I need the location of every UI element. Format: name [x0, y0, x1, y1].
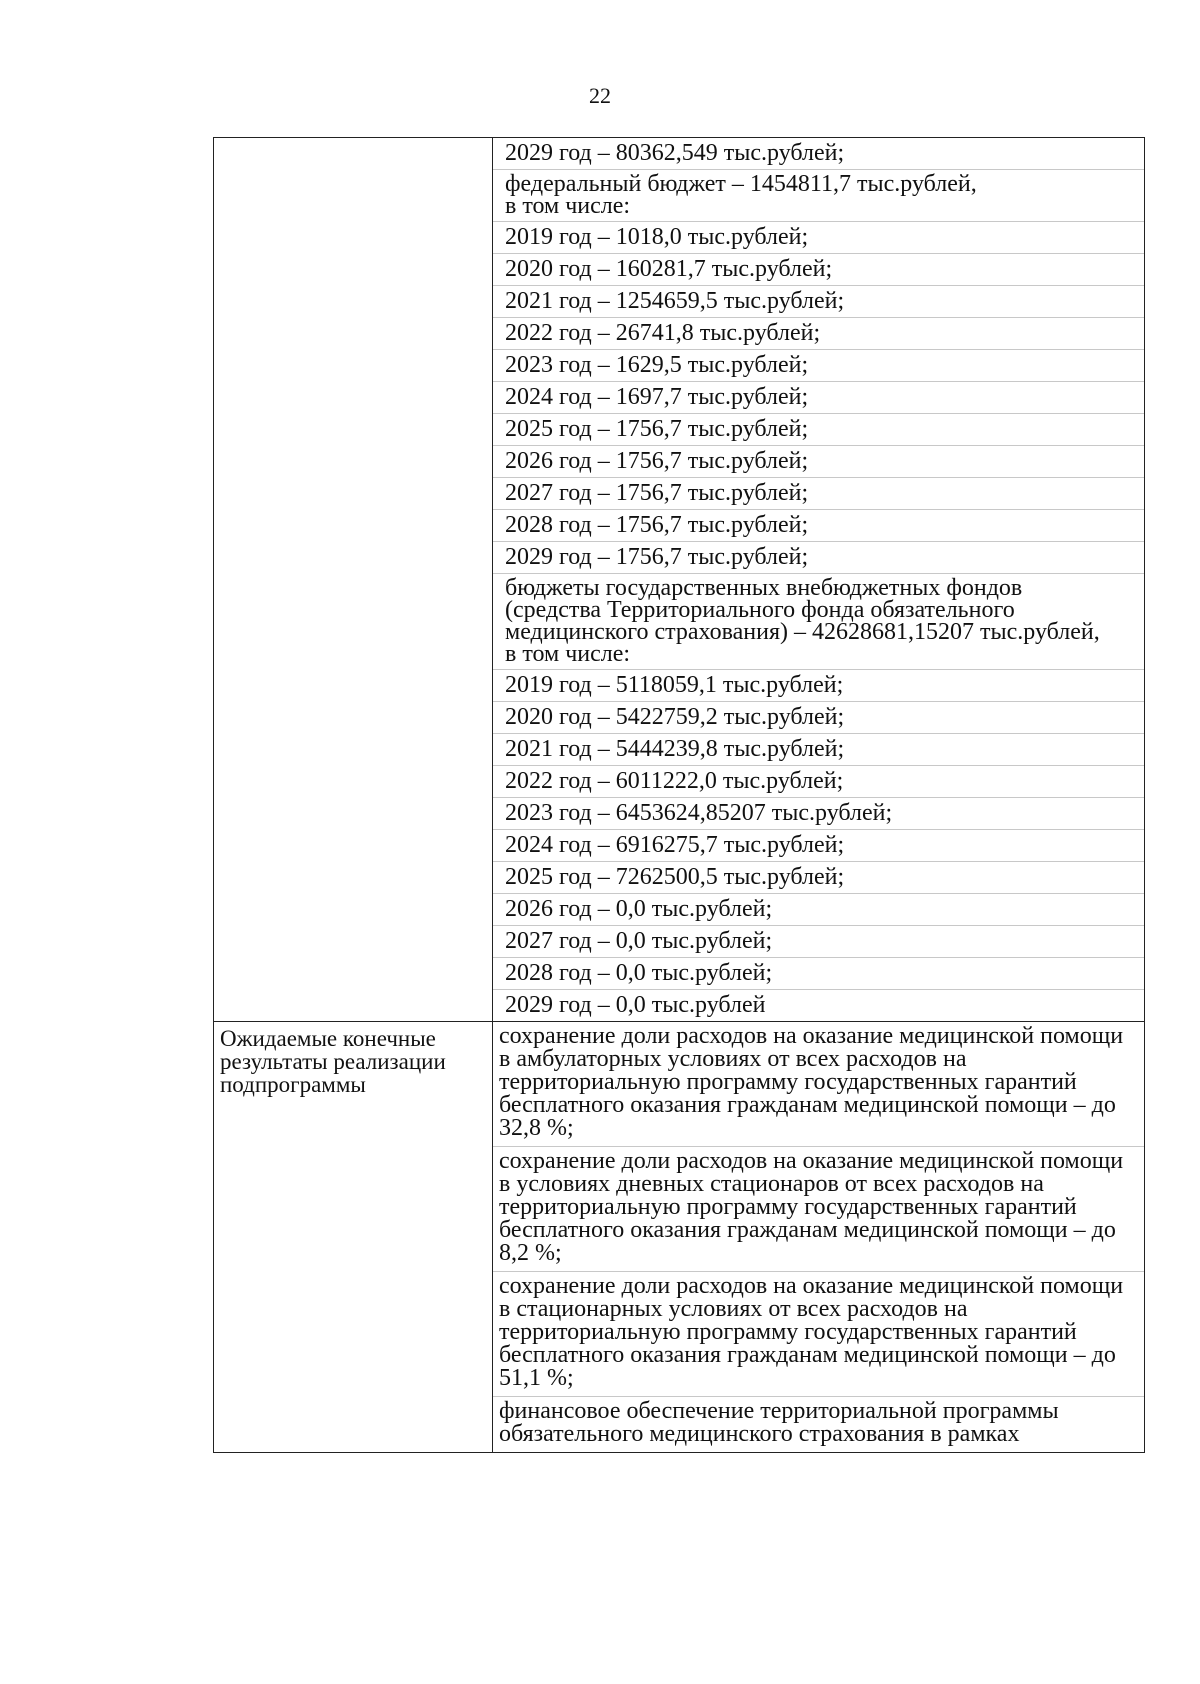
finance-line: 2027 год – 1756,7 тыс.рублей;: [493, 478, 1144, 510]
finance-label-cell: [214, 138, 493, 1022]
results-label-cell: [214, 1022, 493, 1453]
results-row: [214, 1022, 1145, 1453]
finance-line: 2026 год – 1756,7 тыс.рублей;: [493, 446, 1144, 478]
finance-line: федеральный бюджет – 1454811,7 тыс.рублей, в том числе:: [493, 170, 1144, 222]
finance-line: 2026 год – 0,0 тыс.рублей;: [493, 894, 1144, 926]
result-item: сохранение доли расходов на оказание медицинской помощи в условиях дневных стационаров от всех расходов на территориальную программу государственных гарантий бесплатного оказания гражданам медицинской помощи – до 8,2 %;: [493, 1147, 1144, 1272]
page-number: 22: [589, 83, 611, 108]
finance-line: 2023 год – 6453624,85207 тыс.рублей;: [493, 798, 1144, 830]
finance-value-cell: [493, 138, 1145, 1022]
finance-line: 2025 год – 1756,7 тыс.рублей;: [493, 414, 1144, 446]
finance-line: 2020 год – 160281,7 тыс.рублей;: [493, 254, 1144, 286]
finance-line: 2025 год – 7262500,5 тыс.рублей;: [493, 862, 1144, 894]
finance-line: 2028 год – 1756,7 тыс.рублей;: [493, 510, 1144, 542]
result-item: финансовое обеспечение территориальной программы обязательного медицинского страхования в рамках: [499, 1398, 1059, 1447]
finance-line: 2019 год – 5118059,1 тыс.рублей;: [493, 670, 1144, 702]
finance-line: 2021 год – 1254659,5 тыс.рублей;: [493, 286, 1144, 318]
finance-line: бюджеты государственных внебюджетных фондов (средства Территориального фонда обязательного медицинского страхования) – 42628681,15207 тыс.рублей, в том числе:: [493, 574, 1144, 670]
results-label: Ожидаемые конечные результаты реализации подпрограммы: [220, 1026, 446, 1097]
result-item: сохранение доли расходов на оказание медицинской помощи в амбулаторных условиях от всех расходов на территориальную программу государственных гарантий бесплатного оказания гражданам медицинской помощи – до 32,8 %;: [493, 1022, 1144, 1147]
finance-line: 2019 год – 1018,0 тыс.рублей;: [493, 222, 1144, 254]
finance-line: 2020 год – 5422759,2 тыс.рублей;: [493, 702, 1144, 734]
finance-line: 2022 год – 26741,8 тыс.рублей;: [493, 318, 1144, 350]
finance-line: 2027 год – 0,0 тыс.рублей;: [493, 926, 1144, 958]
finance-line: 2024 год – 6916275,7 тыс.рублей;: [493, 830, 1144, 862]
finance-line: 2029 год – 1756,7 тыс.рублей;: [493, 542, 1144, 574]
results-value-cell: [493, 1022, 1145, 1453]
finance-line: 2024 год – 1697,7 тыс.рублей;: [493, 382, 1144, 414]
finance-line: 2022 год – 6011222,0 тыс.рублей;: [493, 766, 1144, 798]
finance-line: 2021 год – 5444239,8 тыс.рублей;: [493, 734, 1144, 766]
result-item: сохранение доли расходов на оказание медицинской помощи в стационарных условиях от всех расходов на территориальную программу государственных гарантий бесплатного оказания гражданам медицинской помощи – до 51,1 %;: [493, 1272, 1144, 1397]
finance-line: 2029 год – 0,0 тыс.рублей: [505, 992, 766, 1018]
finance-line: 2028 год – 0,0 тыс.рублей;: [493, 958, 1144, 990]
finance-line: 2029 год – 80362,549 тыс.рублей;: [493, 138, 1144, 170]
finance-line: 2023 год – 1629,5 тыс.рублей;: [493, 350, 1144, 382]
program-passport-table: [213, 137, 1145, 1453]
finance-row: [214, 138, 1145, 1022]
